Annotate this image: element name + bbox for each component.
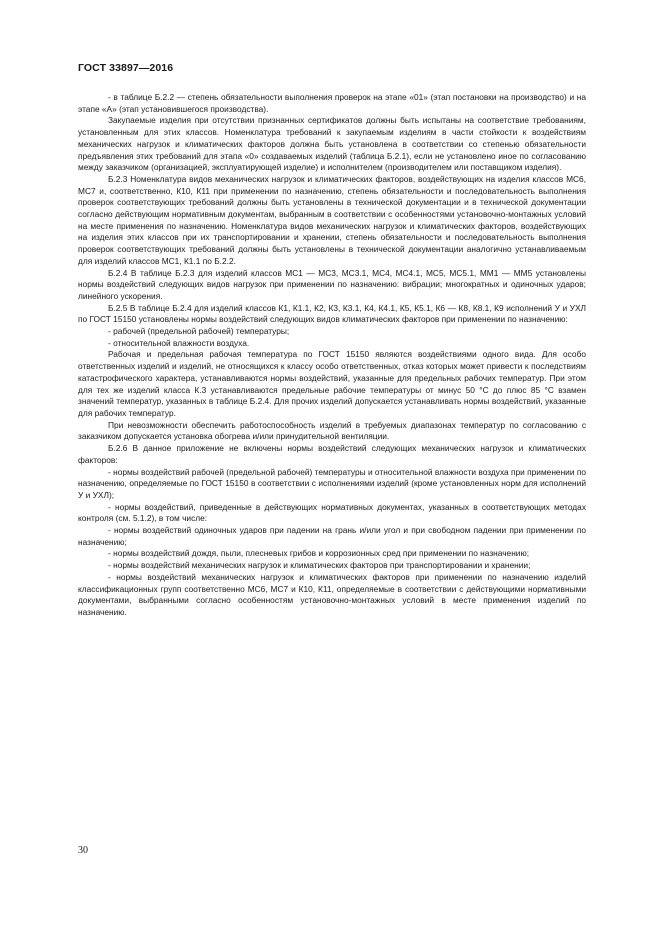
- list-item: - нормы воздействий рабочей (предельной рабочей) температуры и относительной влажности воздуха при применении по назначению, определяемые по ГОСТ 15150 в соответствии с исполнениями изделий (кроме установленных норм для исполнений У и УХЛ);: [78, 466, 586, 500]
- list-item: - рабочей (предельной рабочей) температуры;: [108, 326, 290, 337]
- page-number: 30: [78, 845, 88, 856]
- paragraph: Б.2.4 В таблице Б.2.3 для изделий классов МС1 — МС3, МС3.1, МС4, МС4.1, МС5, МС5.1, ММ1 — ММ5 установлены нормы воздействий следующих видов нагрузок при применении по назначению: вибрации; многократных и одиночных ударов; линейного ускорения.: [78, 267, 586, 301]
- paragraph: Рабочая и предельная рабочая температура по ГОСТ 15150 являются воздействиями одного вида. Для особо ответственных изделий и изделий, не относящихся к классу особо ответственных, отказ которых может привести к последствиям катастрофического характера, устанавливаются нормы воздействий, указанные для предельных рабочих температур. При этом для тех же изделий класса К.3 устанавливаются предельные рабочие температуры от минус 50 °С до плюс 85 °С взамен значений температур, указанных в таблице Б.2.4. Для прочих изделий допускается устанавливать нормы воздействий, указанные для рабочих температур.: [78, 349, 586, 418]
- paragraph: Б.2.3 Номенклатура видов механических нагрузок и климатических факторов, воздействующих на изделия классов МС6, МС7 и, соответственно, К10, К11 при применении по назначению, степень обязательности и последовательность выполнения проверок соответствующих требований должны быть установлены в технической документации и в технической документации согласно действующим нормативным документам, выбранным в соответствии с особенностями установочно-монтажных условий на месте применения по назначению. Номенклатура видов механических нагрузок и климатических факторов, воздействующих на изделия этих классов при их транспортировании и хранении, степень обязательности и последовательность выполнения проверок соответствующих требований должны быть установлены в технической документации аналогично устанавливаемым для изделий классов МС1, К1.1 по Б.2.2.: [78, 173, 586, 266]
- paragraph: При невозможности обеспечить работоспособность изделий в требуемых диапазонах температур по согласованию с заказчиком допускается установка обогрева и/или принудительной вентиляции.: [78, 419, 586, 442]
- paragraph: - в таблице Б.2.2 — степень обязательности выполнения проверок на этапе «01» (этап постановки на производство) и на этапе «А» (этап установившегося производства).: [78, 92, 586, 114]
- paragraph: Б.2.6 В данное приложение не включены нормы воздействий следующих механических нагрузок и климатических факторов:: [78, 443, 586, 465]
- body-text: [78, 92, 586, 619]
- list-item: - нормы воздействий механических нагрузок и климатических факторов при транспортировании и хранении;: [108, 560, 531, 571]
- document-header: ГОСТ 33897—2016: [78, 62, 174, 74]
- paragraph: Б.2.5 В таблице Б.2.4 для изделий классов К1, К1.1, К2, К3, К3.1, К4, К4.1, К5, К5.1, К6 — К8, К8.1, К9 исполнений У и УХЛ по ГОСТ 15150 установлены нормы воздействий следующих видов климатических факторов при применении по назначению:: [78, 302, 586, 325]
- list-item: - нормы воздействий дождя, пыли, плесневых грибов и коррозионных сред при применении по назначению;: [108, 548, 530, 559]
- list-item: - нормы воздействий механических нагрузок и климатических факторов при применении по назначению изделий классификационных групп соответственно МС6, МС7 и К10, К11, определяемые в соответствии с действующими нормативными документами, выбранными согласно особенностям установочно-монтажных условий в месте применения изделий по назначению.: [78, 571, 586, 617]
- list-item: - нормы воздействий одиночных ударов при падении на грань и/или угол и при свободном падении при применении по назначению;: [78, 525, 586, 547]
- paragraph: Закупаемые изделия при отсутствии признанных сертификатов должны быть испытаны на соответствие требованиям, установленным для этих классов. Номенклатура требований к закупаемым изделиям в части стойкости к воздействиям механических нагрузок и климатических факторов должна быть установлена в соответствии со степенью обязательности предъявления этих требований для этапа «0» создаваемых изделий (таблица Б.2.1), если не установлено иное по согласованию между заказчиком (организацией, эксплуатирующей изделие) и исполнителем (производителем или поставщиком изделия).: [78, 115, 586, 173]
- list-item: - относительной влажности воздуха.: [108, 337, 250, 348]
- list-item: - нормы воздействий, приведенные в действующих нормативных документах, указанных в соответствующих методах контроля (см. 5.1.2), в том числе:: [78, 501, 586, 524]
